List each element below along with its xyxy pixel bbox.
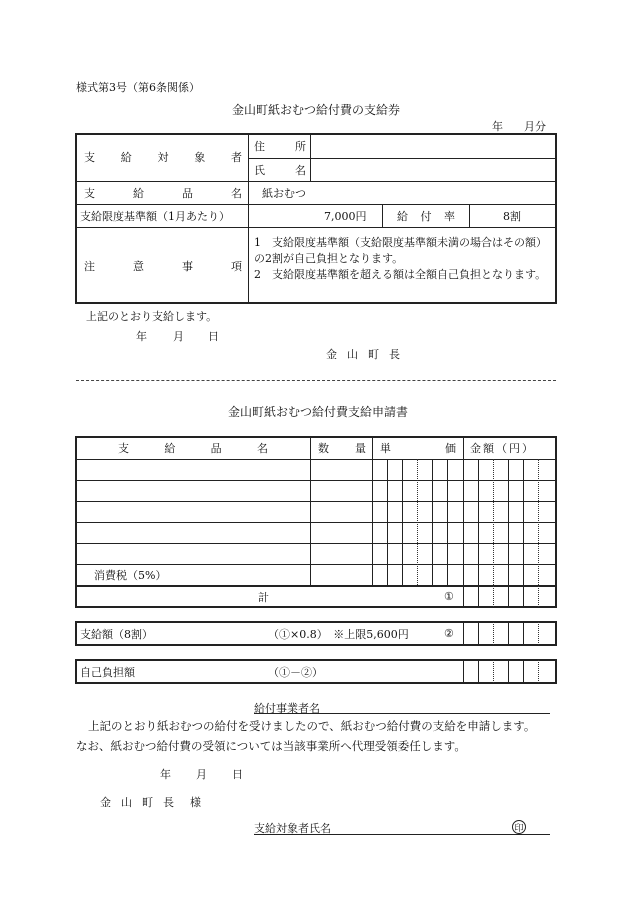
payment-formula: （①×0.8） ※上限5,600円 bbox=[268, 627, 409, 641]
item-label: 支 給 品 名 bbox=[84, 186, 242, 200]
payment-mark: ② bbox=[444, 627, 454, 640]
rate-label: 給 付 率 bbox=[397, 209, 455, 223]
recipient-label: 支 給 対 象 者 bbox=[84, 151, 242, 164]
note-1: 1 支給限度基準額（支給限度基準額未満の場合はその額）の2割が自己負担となります。 bbox=[254, 236, 547, 265]
total-label: 計 bbox=[258, 590, 269, 604]
application-title: 金山町紙おむつ給付費支給申請書 bbox=[228, 405, 409, 419]
application-date-month: 月 bbox=[196, 768, 207, 781]
item-value: 紙おむつ bbox=[262, 186, 306, 200]
cut-line bbox=[76, 380, 556, 381]
item-row-4[interactable] bbox=[78, 522, 308, 543]
addressee: 金 山 町 長 様 bbox=[100, 796, 201, 809]
voucher-title: 金山町紙おむつ給付費の支給券 bbox=[232, 103, 401, 117]
name-field[interactable] bbox=[316, 158, 552, 181]
voucher-statement: 上記のとおり支給します。 bbox=[86, 310, 218, 323]
application-date-day: 日 bbox=[232, 768, 243, 781]
application-text-1: 上記のとおり紙おむつの給付を受けましたので、紙おむつ給付費の支給を申請します。 bbox=[88, 719, 536, 733]
application-text-2: なお、紙おむつ給付費の受領については当該事業所へ代理受領委任します。 bbox=[76, 739, 466, 753]
applicant-line[interactable] bbox=[254, 834, 550, 835]
self-pay-label: 自己負担額 bbox=[80, 665, 135, 679]
applicant-label: 支給対象者氏名 bbox=[254, 822, 331, 835]
seal-mark: 印 bbox=[512, 820, 526, 834]
total-mark: ① bbox=[444, 590, 454, 603]
item-row-5[interactable] bbox=[78, 543, 308, 564]
voucher-date-day: 日 bbox=[208, 330, 219, 343]
voucher-date-month: 月 bbox=[173, 330, 184, 343]
limit-value: 7,000円 bbox=[324, 209, 367, 223]
notes-label: 注 意 事 項 bbox=[84, 259, 242, 273]
provider-line[interactable] bbox=[254, 713, 550, 714]
limit-label: 支給限度基準額（1月あたり） bbox=[80, 209, 230, 223]
note-2: 2 支給限度基準額を超える額は全額自己負担となります。 bbox=[254, 268, 547, 281]
address-label: 住 所 bbox=[254, 139, 306, 153]
self-pay-formula: （①－②） bbox=[268, 665, 323, 679]
voucher-issuer: 金山町長 bbox=[326, 348, 410, 361]
voucher-date-year: 年 bbox=[136, 330, 147, 343]
col-unit-price-header: 単 価 bbox=[380, 442, 456, 455]
voucher-period-month: 月分 bbox=[524, 120, 546, 133]
payment-label: 支給額（8割） bbox=[80, 627, 153, 641]
item-row-3[interactable] bbox=[78, 501, 308, 522]
provider-label: 給付事業者名 bbox=[254, 702, 320, 715]
address-field[interactable] bbox=[316, 133, 552, 158]
form-number: 様式第3号（第6条関係） bbox=[76, 81, 200, 94]
col-qty-header: 数 量 bbox=[318, 442, 366, 455]
tax-label: 消費税（5%） bbox=[94, 568, 167, 582]
col-item-header: 支 給 品 名 bbox=[118, 442, 268, 455]
name-label: 氏 名 bbox=[254, 163, 306, 177]
col-amount-header: 金額（円） bbox=[470, 442, 535, 455]
item-row-1[interactable] bbox=[78, 459, 308, 480]
rate-value: 8割 bbox=[503, 209, 521, 223]
voucher-period-year: 年 bbox=[492, 120, 503, 133]
item-row-2[interactable] bbox=[78, 480, 308, 501]
application-date-year: 年 bbox=[160, 768, 171, 781]
